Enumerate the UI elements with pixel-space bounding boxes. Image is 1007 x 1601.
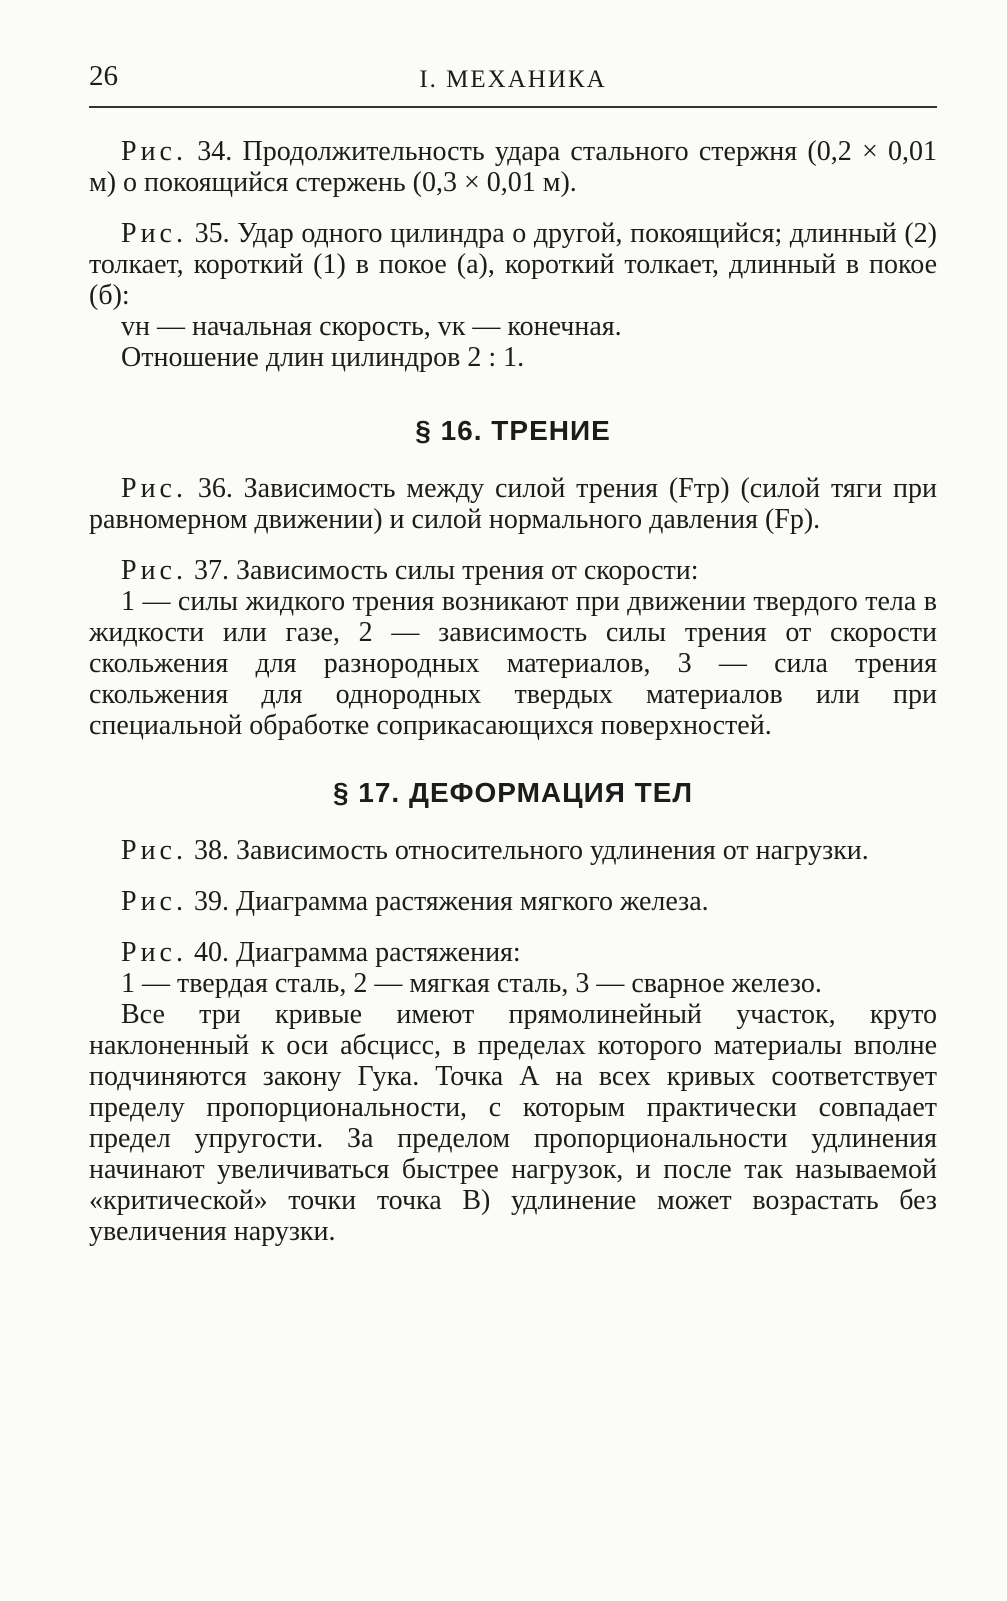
caption-fig37 (89, 555, 937, 586)
fig-label: Рис. (121, 886, 187, 917)
caption-text: 40. Диаграмма растяжения: (193, 937, 521, 968)
caption-fig37-body: 1 — силы жидкого трения возникают при движении твердого тела в жидкости или газе, 2 — зависимость силы трения от скорости скольжения для разнородных материалов, 3 — сила трения скольжения для однородных твердых материалов или при специальной обработке соприкасающихся поверхностей. (89, 586, 937, 741)
caption-text: 37. Зависимость силы трения от скорости: (193, 555, 699, 586)
running-head: I. МЕХАНИКА (419, 66, 607, 93)
caption-fig34 (89, 136, 937, 198)
caption-text: 39. Диаграмма растяжения мягкого железа. (193, 886, 709, 917)
caption-text: 38. Зависимость относительного удлинения от нагрузки. (193, 835, 869, 866)
section-heading-17: § 17. ДЕФОРМАЦИЯ ТЕЛ (332, 777, 694, 808)
caption-fig40 (89, 937, 937, 968)
fig-label: Рис. (121, 218, 187, 249)
caption-text: 35. Удар одного цилиндра о другой, покоящийся; длинный (2) толкает, короткий (1) в покое (а), короткий толкает, длинный в покое (б): (89, 218, 938, 311)
caption-fig39 (89, 886, 937, 917)
fig-label: Рис. (121, 835, 187, 866)
page-header (89, 58, 937, 108)
section-heading-16: § 16. ТРЕНИЕ (415, 415, 611, 446)
fig-label: Рис. (121, 473, 187, 504)
caption-fig36 (89, 473, 937, 535)
page-number: 26 (89, 60, 118, 92)
page-body (89, 136, 937, 1247)
caption-fig35-ratio-line: Отношение длин цилиндров 2 : 1. (121, 342, 525, 373)
caption-fig35 (89, 218, 937, 311)
fig-label: Рис. (121, 555, 187, 586)
caption-text: 36. Зависимость между силой трения (Fтр) (силой тяги при равномерном движении) и силой нормального давления (Fр). (89, 473, 937, 535)
fig-label: Рис. (121, 136, 187, 167)
caption-text: 34. Продолжительность удара стального стержня (0,2 × 0,01 м) о покоящийся стержень (0,3 × 0,01 м). (89, 136, 938, 198)
caption-fig40-legend: 1 — твердая сталь, 2 — мягкая сталь, 3 — сварное железо. (121, 968, 822, 999)
caption-fig38 (89, 835, 937, 866)
fig-label: Рис. (121, 937, 187, 968)
caption-fig35-velocity-line: vн — начальная скорость, vк — конечная. (121, 311, 622, 342)
caption-fig40-body: Все три кривые имеют прямолинейный участок, круто наклоненный к оси абсцисс, в пределах которого материалы вполне подчиняются закону Гука. Точка А на всех кривых соответствует пределу пропорциональности, с которым практически совпадает предел упругости. За пределом пропорциональности удлинения начинают увеличиваться быстрее нагрузок, и после так называемой «критической» точки точка В) удлинение может возрастать без увеличения нарузки. (89, 999, 937, 1247)
